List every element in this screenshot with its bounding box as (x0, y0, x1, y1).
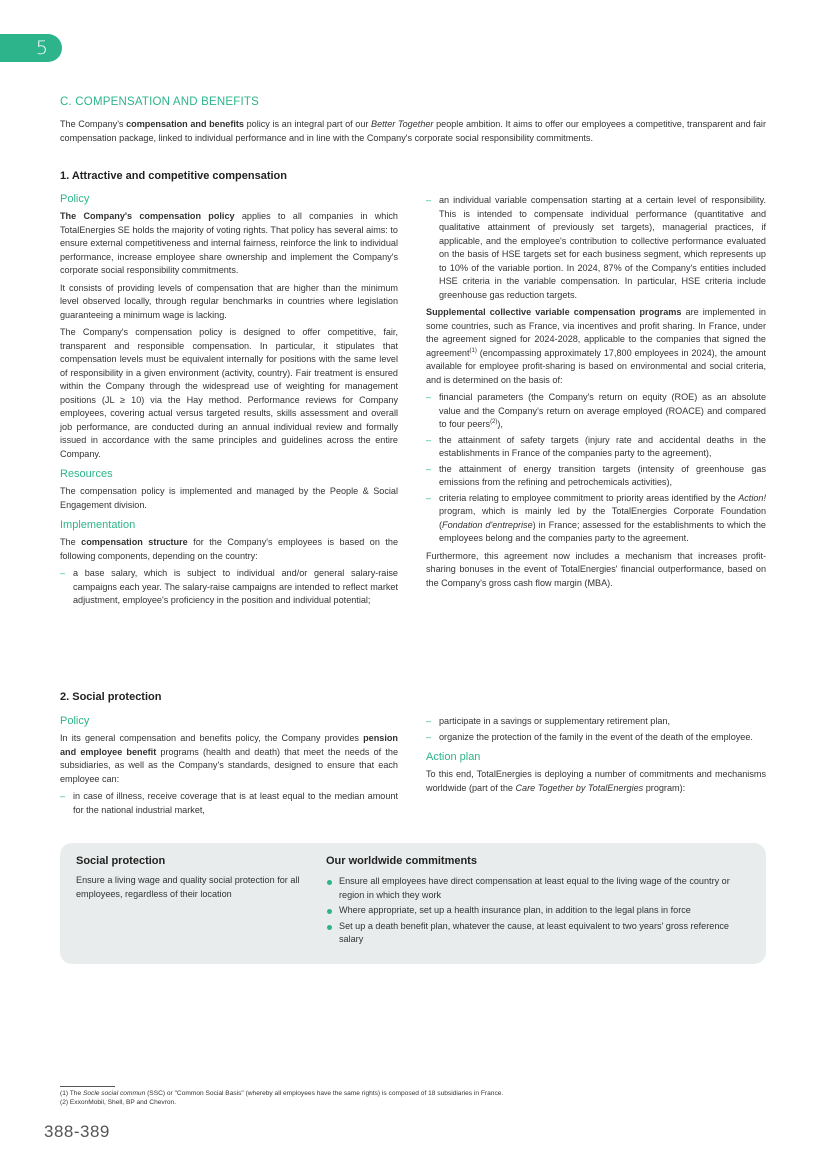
action-plan-paragraph: To this end, TotalEnergies is deploying a number of commitments and mechanisms worldwide (part of the Care Together by TotalEnergies program): (426, 769, 766, 793)
savings-plan-item: – participate in a savings or supplementary retirement plan, (426, 715, 766, 729)
policy-subtitle: Policy (60, 193, 90, 205)
illness-coverage-item: – in case of illness, receive coverage that is at least equal to the median amount for the national industrial market, (60, 790, 398, 817)
box-social-protection-title: Social protection (76, 855, 166, 867)
furthermore-paragraph: Furthermore, this agreement now includes a mechanism that increases profit-sharing bonuses in the event of TotalEnergies' financial outperformance, based on the Company's gross cash flow margin (MBA). (426, 550, 766, 588)
action-plan-subtitle: Action plan (426, 751, 481, 763)
heading-social-protection: 2. Social protection (60, 691, 162, 703)
base-salary-item: – a base salary, which is subject to individual and/or general salary-raise campaigns each year. The salary-raise campaigns are intended to reflect market adjustment, employee's proficiency in the position and individual potential; (60, 567, 398, 608)
criteria-financial: – financial parameters (the Company's return on equity (ROE) as an absolute value and the Company's return on average employed (ROACE) and compared to four peers$^{(2)}$), (426, 391, 766, 432)
part1-right-column (426, 194, 766, 594)
social-policy-paragraph: In its general compensation and benefits policy, the Company provides pension and employee benefit programs (health and death) that meet the needs of the subsidiaries, as well as the Company's standards, designed to ensure that each employee can: (60, 733, 399, 784)
commitment-item: Where appropriate, set up a health insurance plan, in addition to the legal plans in force (326, 904, 750, 918)
box-social-protection-text: Ensure a living wage and quality social protection for all employees, regardless of their location (76, 875, 300, 899)
part1-left-column (60, 192, 398, 610)
section-title: C. COMPENSATION AND BENEFITS (60, 96, 259, 108)
resources-subtitle: Resources (60, 468, 113, 480)
social-policy-subtitle: Policy (60, 715, 90, 727)
commitments-box (60, 843, 766, 964)
commitments-list (326, 875, 750, 949)
heading-attractive-compensation: 1. Attractive and competitive compensation (60, 170, 287, 182)
intro-paragraph: The Company's compensation and benefits policy is an integral part of our Better Together people ambition. It aims to offer our employees a competitive, transparent and fair compensation package, linked to individual performance and in line with the Company's corporate social responsibility commitments. (60, 119, 766, 143)
implementation-subtitle: Implementation (60, 519, 136, 531)
footnote-1: (1) The Socle social commun (SSC) or "Common Social Basis" (whereby all employees have the same rights) is composed of 18 subsidiaries in France. (60, 1090, 504, 1097)
part2-right-column (426, 715, 766, 799)
resources-paragraph: The compensation policy is implemented and managed by the People & Social Engagement division. (60, 486, 398, 510)
policy-paragraph-2: It consists of providing levels of compensation that are higher than the minimum level observed locally, through regular benchmarks in countries where legislation guaranteeing a minimum wage is lacking. (60, 282, 398, 320)
criteria-safety: – the attainment of safety targets (injury rate and accidental deaths in the establishments in France of the companies party to the agreement), (426, 434, 766, 461)
implementation-paragraph: The compensation structure for the Company's employees is based on the following components, depending on the country: (60, 537, 399, 561)
commitment-item: Set up a death benefit plan, whatever the cause, at least equivalent to two years' gross reference salary (326, 920, 750, 947)
family-protection-item: – organize the protection of the family in the event of the death of the employee. (426, 731, 766, 745)
supplemental-programs-paragraph: Supplemental collective variable compensation programs are implemented in some countries, such as France, via incentives and profit sharing. In France, under the agreement signed for 2024-2028, applicable to the companies that signed the agreement$^{(1)}$ (encompassing approximately 17,800 employees in 2024), the amount available for employee profit-sharing is based on environmental and social criteria, and is determined on the basis of: (426, 307, 766, 385)
box-commitments-title: Our worldwide commitments (326, 855, 477, 867)
policy-paragraph-3: The Company's compensation policy is designed to offer competitive, fair, transparent and responsible compensation. In particular, it stipulates that compensation levels must be equivalent internally for positions with the same level of responsibility in a given environment (activity, country). Fair treatment is ensured within the Company through the widespread use of weighting for management positions (JL ≥ 10) via the Hay method. Performance reviews for Company employees, covering actual versus targeted results, skills assessment and overall job performance, are conducted during an annual individual review and formally issued in accordance with the same principles and guidelines across the entire Company. (60, 327, 398, 459)
policy-paragraph-1: The Company's compensation policy applies to all companies in which TotalEnergies SE holds the majority of voting rights. That policy has several aims: to ensure external competitiveness and internal fairness, reinforce the link to individual performance, increase employee share ownership and implement the Company's corporate social responsibility commitments. (60, 211, 398, 275)
footnotes (60, 1089, 503, 1107)
criteria-employee-commitment: – criteria relating to employee commitment to priority areas identified by the Action! program, which is mainly led by the TotalEnergies Corporate Foundation (Fondation d'entreprise) in France; assessed for the establishments to which the employees belong and the companies party to the agreement. (426, 492, 766, 546)
commitment-item: Ensure all employees have direct compensation at least equal to the living wage of the country or region in which they work (326, 875, 750, 902)
footnote-divider (60, 1086, 115, 1087)
footnote-2: (2) ExxonMobil, Shell, BP and Chevron. (60, 1099, 177, 1106)
criteria-energy-transition: – the attainment of energy transition targets (intensity of greenhouse gas emissions from the refining and petrochemicals activities), (426, 463, 766, 490)
variable-compensation-item: – an individual variable compensation starting at a certain level of responsibility. This is intended to compensate individual performance (quantitative and qualitative attainment of previously set targets), managerial practices, if applicable, and the employee's contribution to collective performance evaluated on the basis of HSE targets set for each business segment, which represents up to 10% of the variable portion. In 2024, 87% of the Company's entities included HSE criteria in the variable compensation. In particular, HSE criteria include greenhouse gas reduction targets. (426, 194, 766, 302)
page-number: 388-389 (44, 1122, 110, 1141)
part2-left-column (60, 714, 398, 819)
chapter-tab: 5 (0, 34, 62, 62)
